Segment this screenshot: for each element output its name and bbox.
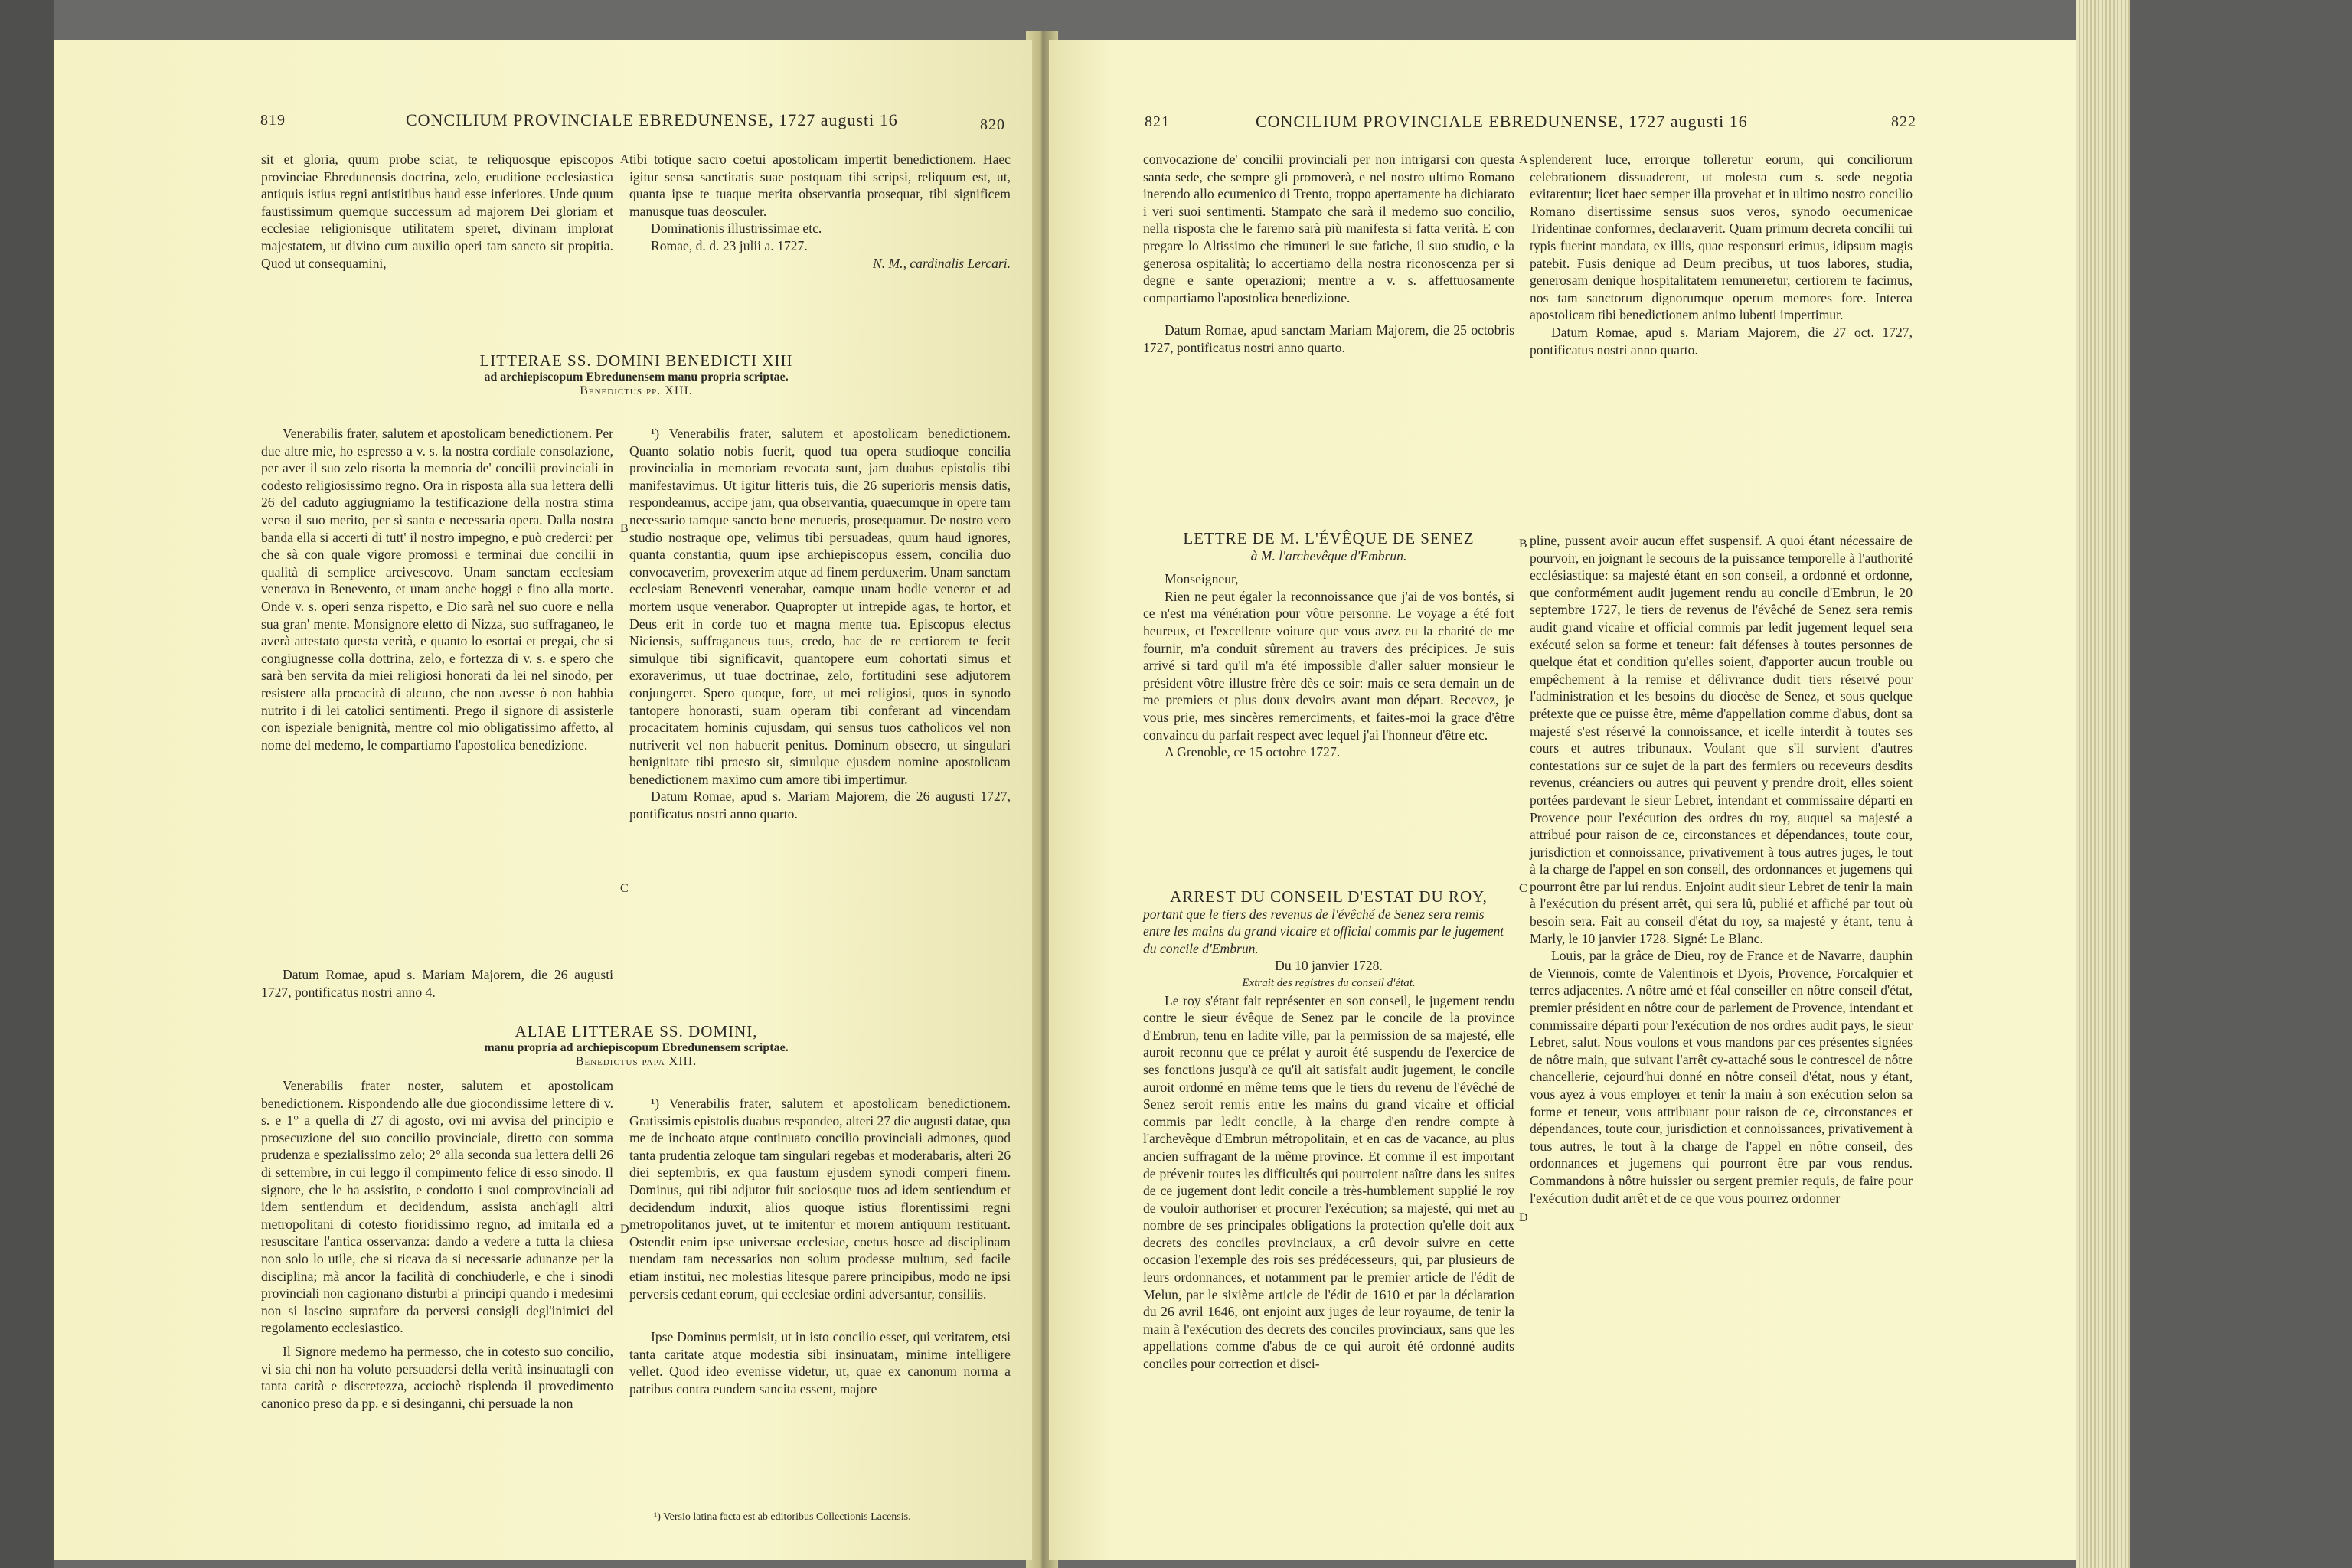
- section-subtitle: à M. l'archevêque d'Embrun.: [1250, 547, 1407, 564]
- date-line: A Grenoble, ce 15 octobre 1727.: [1165, 744, 1341, 760]
- salutation: Monseigneur,: [1165, 571, 1239, 587]
- col1-top-text: [1143, 151, 1514, 357]
- paragraph: Venerabilis frater noster, salutem et apostolicam benedictionem. Rispondendo alle due giocondissime lettere di v. s. e 1° a quella di 27 di agosto, ovi mi avvisa del principio e prosecuzione del suo concilio provinciale, diretto con somma prudenza e spezialissimo zelo; 2° alla seconda sua lettera delli 26 di settembre, in cui leggo il compimento felice di esso sinodo. Il signore, che le ha assistito, e condotto i suoi comprovinciali ad idem sentiendum et decidendum, assista anch'agli altri metropolitani di cotesto fioridissimo regno, ad imitarla ed a resuscitare l'antica osservanza: dando a vedere a tutta la chiesa non solo lo utile, che si ricava da si necessarie adunanze per la disciplina; mà ancor la facilità di conchiuderle, e che i sinodi provinciali non cagionano disturbi a' principi quando i medesimi non si lascino suprafare da perversi consigli degl'inimici del regolamento ecclesiastico.: [261, 1078, 613, 1336]
- arrest-continuation: [1530, 532, 1913, 1207]
- paragraph: ¹) Venerabilis frater, salutem et apostolicam benedictionem. Gratissimis epistolis duabus respondeo, alteri 27 die augusti datae, qua me de inchoato atque continuato concilio provinciali admones, quod tanta prudentia zeloque tam singulari regebas et moderabaris, alteri 26 diei septembris, ex qua faustum ejusdem synodi comperi finem. Dominus, qui tibi adjutor fuit sociosque tuos ad idem sentiendum et decidendum induxit, alios quoque istius florentissimi regni metropolitanos juvet, ut te imitentur et morem antiquum restituant. Ostendit enim ipse universae ecclesiae, coetus hosce ad disciplinam tuendam tam necessarios non solum prodesse multum, sed facile etiam institui, nec molestias litesque parere principibus, modo ne ipsi perversis cedant eorum, qui ecclesiae ordini adversantur, consiliis.: [629, 1096, 1011, 1302]
- section2-col1: [261, 1077, 613, 1412]
- margin-marker-c: C: [620, 882, 629, 895]
- date-line: Datum Romae, apud sanctam Mariam Majorem, die 25 octobris 1727, pontificatus nostri anno quarto.: [1143, 322, 1514, 355]
- footnote: ¹) Versio latina facta est ab editoribus Collectionis Lacensis.: [654, 1511, 911, 1523]
- paragraph: tibi totique sacro coetui apostolicam impertit benedictionem. Haec igitur sensa sanctitatis suae postquam tibi scripsi, reliquum est, ut, quanta ipse te tuaque merita observantia prosequar, tibi significem manusque tuas deosculer.: [629, 152, 1011, 219]
- page-number-819: 819: [260, 112, 286, 129]
- right-page: [1049, 40, 2076, 1560]
- signature: N. M., cardinalis Lercari.: [872, 255, 1011, 271]
- margin-marker-d: D: [1519, 1211, 1528, 1224]
- paragraph: Louis, par la grâce de Dieu, roy de France et de Navarre, dauphin de Viennois, comte de Valentinois et Dyois, Provence, Forcalquier et terres adjacentes. A nôtre amé et féal conseiller en nôtre conseil d'état, premier président en nôtre cour de parlement de Provence, intendant et commissaire départi pour l'exécution de nos ordres audit pays, le sieur Lebret, salut. Nous voulons et vous mandons par ces présentes signées de nôtre main, que suivant l'arrêt cy-attaché sous le contrescel de nôtre chancellerie, cejourd'hui donné en nôtre conseil d'état, nous y étant, vous ayez à vous employer et tenir la main à son exécution selon sa forme et teneur, vous attribuant pour raison de ce, circonstances et dépendances, toute cour, jurisdiction et connoissances, privativement à tous autres, le tout à la charge de l'appel en nôtre conseil, des ordonnances et jugemens qui pourront être par vous rendus. Commandons à nôtre huissier ou sergent premier requis, de faire pour l'exécution dudit arrêt et de ce que vous pourrez ordonner: [1530, 948, 1913, 1206]
- page-number-821: 821: [1145, 113, 1170, 130]
- section-subtitle: ad archiepiscopum Ebredunensem manu propria scriptae.: [484, 371, 789, 384]
- left-page: [54, 40, 1032, 1560]
- background-right: [2130, 0, 2352, 1568]
- section-subtitle: manu propria ad archiepiscopum Ebredunensem scriptae.: [484, 1041, 789, 1054]
- paragraph: convocazione de' concilii provinciali per non intrigarsi con questa santa sede, che sempre gli promoverà, e nel nostro ultimo Romano inerendo allo ecumenico di Trento, troppo apertamente ha dichiarato i veri suoi sentimenti. Stampato che sarà il medemo suo concilio, nella risposta che le faremo sarà più manifesta si fatta verità. E con pregare lo Altissimo che rimuneri le sue fatiche, il suo studio, e la generosa ospitalità; lo accertiamo della nostra riconoscenza per si degne e sante operazioni; mentre a v. s. affettuosamente compartiamo l'apostolica benedizione.: [1143, 152, 1514, 305]
- margin-marker-b: B: [1519, 537, 1527, 550]
- page-number-820: 820: [980, 116, 1005, 133]
- paragraph: Le roy s'étant fait représenter en son conseil, le jugement rendu contre le sieur évêque de Senez par le concile de la province d'Embrun, tenu en ladite ville, par la permission de sa majesté, elle auroit reconnu que ce prélat y auroit été suspendu de l'exercice de ses fonctions jusqu'à ce qu'il ait satisfait audit jugement, le concile auroit ordonné en même tems que le tiers du revenu de l'évêché de Senez seroit remis entre les mains du grand vicaire et official commis par ledit concile, à la charge d'en rendre compte à l'archevêque d'Embrun métropolitain, et en cas de vacance, au plus ancien suffragant de la même province. Et comme il est important de prévenir toutes les difficultés qui pourroient naître dans les suites de ce jugement dont ledit concile a très-humblement supplié le roy de vouloir authoriser et procurer l'exécution; sa majesté, qui met au nombre de ses principales obligations la protection qu'elle doit aux decrets des conciles provinciaux, a crû devoir suivre en cette occasion l'exemple des rois ses prédécesseurs, qui, par plusieurs de leurs ordonnances, et notamment par le premier article de l'édit de Melun, par le sixième article de l'édit de 1610 et par la déclaration du 26 avril 1646, ont enjoint aux juges de leur royaume, de tenir la main à l'exécution des decrets des conciles provinciaux, sans que les appellations comme d'abus de ce qui auroit été ordonné audits conciles pour correction et disci-: [1143, 992, 1514, 1372]
- paragraph: pline, pussent avoir aucun effet suspensif. A quoi étant nécessaire de pourvoir, en joignant le secours de la puissance temporelle à l'authorité ecclésiastique: sa majesté étant en son conseil, a ordonné et ordonne, que conformément audit jugement rendu au concile d'Embrun, le 20 septembre 1727, le tiers de revenus de l'évêché de Senez sera remis audit grand vicaire et official commis par ledit jugement lequel sera exécuté selon sa forme et teneur: fait défenses à toutes personnes de quelque état et condition qu'elles soient, d'apporter aucun trouble ou empêchement à la remise et délivrance dudit tiers réservé pour l'administration et les besoins du diocèse de Senez, et sous quelque prétexte que ce puisse être, même d'appellation comme d'abus, dont sa majesté s'est réservé la connoissance, et icelle interdit à toutes ses cours et autres tribunaux. Voulant que s'il survient d'autres contestations sur ce sujet de la part des fermiers ou receveurs desdits revenus, créanciers ou autres qui peuvent y prendre droit, elles soient portées pardevant le sieur Lebret, intendant et commissaire départi en Provence pour l'exécution des ordres du roy, auquel sa majesté a attribué pour raison de ce, circonstances et dépendances, toute cour, jurisdiction et connoissance, privativement à tous autres juges, le tout à la charge de l'appel en son conseil, des ordonnances et jugemens qui pourront être par lui rendus. Enjoint audit sieur Lebret de tenir la main à l'exécution du présent arrêt, qui sera lû, publié et affiché par tout où besoin sera. Fait au conseil d'état du roy, sa majesté y étant, tenu à Marly, le 10 janvier 1728. Signé: Le Blanc.: [1530, 533, 1913, 946]
- paragraph: Ipse Dominus permisit, ut in isto concilio esset, qui veritatem, etsi tanta caritate atque modestia sibi insinuatam, minime intelligere vellet. Quod ideo evenisse videtur, ut, quae ex canonum norma a patribus contra eundem sancita essent, majore: [629, 1329, 1011, 1396]
- margin-marker-a: A: [1519, 153, 1528, 166]
- section-title: LETTRE DE M. L'ÉVÊQUE DE SENEZ: [1183, 529, 1475, 547]
- section1-heading: [261, 351, 1011, 398]
- col2-top-text: [629, 151, 1011, 272]
- closing: Dominationis illustrissimae etc.: [651, 220, 822, 237]
- running-head: CONCILIUM PROVINCIALE EBREDUNENSE, 1727 augusti 16: [406, 110, 898, 129]
- section-author: Benedictus papa XIII.: [575, 1055, 697, 1068]
- background-left: [0, 0, 54, 1568]
- paragraph: Rien ne peut égaler la reconnoissance que j'ai de vos bontés, si ce n'est ma vénération pour vôtre personne. Le voyage a été fort heureux, et l'excellente voiture que vous avez eu la charité de me fournir, m'a conduit sûrement au travers des précipices. Je suis arrivé si tard qu'il m'a été impossible d'aller saluer monsieur le président vôtre illustre frère dès ce soir: mais ce sera demain un de me premiers et plus doux devoirs avant mon départ. Recevez, je vous prie, mes sincères remerciments, et faites-moi la grace d'être convaincu du parfait respect avec lequel j'ai l'honneur d'être etc.: [1143, 588, 1514, 743]
- date-line: Datum Romae, apud s. Mariam Majorem, die 26 augusti 1727, pontificatus nostri anno 4.: [261, 967, 613, 1000]
- paragraph: Venerabilis frater, salutem et apostolicam benedictionem. Per due altre mie, ho espresso a v. s. la nostra cordiale consolazione, per aver il suo zelo risorta la memoria de' concilii provinciali in codesto religiosissimo regno. Ora in risposta alla sua lettera delli 26 del caduto aggiugniamo la testificazione della nostra stima verso il suo merito, per sì santa e necessaria opera. Dalla nostra banda ella si accerti di tutt' il nostro impegno, e può crederci: per che sà con quale vigore promossi e terminai due concilii in qualità di semplice arcivescovo. Unam sanctam ecclesiam venerava in Benevento, et unam anche hoggi e fino alla morte. Onde v. s. operi senza rispetto, e Dio sarà nel suo cuore e nella sua gran' mente. Monsignore eletto di Nizza, suo suffraganeo, le averà attestato questa verità, e quanto lo esortai et pregai, che si congiugnesse colla dottrina, zelo, e fortezza di v. s. e spero che sarà ben servita da miei religiosi honorati da lei nel sinodo, per resistere alla procacità di alcuno, che non avesse ò non habbia nutrito i di lei catolici sentimenti. Prego il signore di assisterle con ispeziale benignità, mentre col mio obligatissimo affetto, al nome del medemo, le compartiamo l'apostolica benedizione.: [261, 426, 613, 753]
- paragraph: sit et gloria, quum probe sciat, te reliquosque episcopos provinciae Ebredunensis doctrina, zelo, eruditione ecclesiastica antiquis istius regni antistitibus haud esse inferiores. Unde quum faustissimum quemque successum ad majorem Dei gloriam et ecclesiae religionisque utilitatem speret, divinam implorat majestatem, ut divino cum auxilio operi tam sancto sit propitia. Quod ut consequamini,: [261, 152, 613, 271]
- section-title: ALIAE LITTERAE SS. DOMINI,: [514, 1022, 758, 1040]
- date-line: Datum Romae, apud s. Mariam Majorem, die 26 augusti 1727, pontificatus nostri anno quarto.: [629, 789, 1011, 822]
- section-author: Benedictus pp. XIII.: [580, 384, 693, 397]
- section1-col1: [261, 425, 613, 753]
- section2-heading: [261, 1022, 1011, 1069]
- section2-col2: [629, 1095, 1011, 1398]
- col2-top-text: [1530, 151, 1913, 358]
- paragraph: Il Signore medemo ha permesso, che in cotesto suo concilio, vi sia chi non ha voluto persuadersi della verità insinuatagli con tanta carità e discretezza, acciochè risplenda il provedimento canonico preso da pp. e si desinganni, chi persuade la non: [261, 1343, 613, 1411]
- date-line: Romae, d. d. 23 julii a. 1727.: [651, 237, 808, 253]
- arrest-conseil: [1143, 888, 1514, 1373]
- margin-marker-d: D: [620, 1223, 629, 1236]
- margin-marker-a: A: [620, 153, 629, 166]
- paragraph: splenderent luce, errorque tolleretur eorum, qui conciliorum celebrationem dissuaderent, ut molesta cum s. sede negotia evitarentur; licet haec semper illa provehat et in ultimo nostro concilio Romano disertissime sensus suos veros, synodo oecumenicae Tridentinae conformes, declaraverit. Quam primum decreta concilii tui typis fuerint mandata, ex illis, quae responsuri erimus, idipsum magis patebit. Fusis denique ad Deum precibus, ut tuos labores, studia, generosam denique hospitalitatem remuneretur, certiorem te facimus, nos tam sanctorum dignorumque operum memores fore. Interea apostolicam tibi benedictionem animo lubenti impertimur.: [1530, 152, 1913, 323]
- section1-col1-date: [261, 966, 613, 1001]
- paragraph: ¹) Venerabilis frater, salutem et apostolicam benedictionem. Quanto solatio nobis fuerit, quod tua opera studioque concilia provincialia in memoriam revocata sunt, jam duabus epistolis tibi manifestavimus. Ut igitur litteris tuis, die 26 superioris mensis datis, respondeamus, accipe jam, qua observantia, quaecumque in opere tam necessario tamque sancto bene merueris, prosequamur. De nostro vero studio nostraque ope, velimus tibi persuadeas, quum haud ignores, quanta constantia, quum ipse archiepiscopus essem, concilia duo convocaverim, provexerim atque ad finem perduxerim. Unam sanctam ecclesiam Beneventi venerabar, eamque unam hodie veneror et ad mortem usque venerabor. Quapropter ut intrepide agas, te hortor, et Deus erit in corde tuo et magna mente tua. Episcopus electus Niciensis, suffraganeus tuus, credo, hac de re certiorem te fecit simulque tibi significavit, quantopere eum cohortati simus et exoraverimus, ut tuae doctrinae, zelo, fortitudini sese adjutorem conjungeret. Spero quoque, fore, ut mei religiosi, quos in synodo tantopere honorasti, suam operam tibi conferant ad vincendam procacitatem hominis cujusdam, qui sensus tuos catholicos vel non nutriverit vel non habuerit penitus. Dominum obsecro, ut singulari benignitate tibi praesto sit, simulque ejusdem nomine apostolicam benedictionem maximo cum amore tibi impertimur.: [629, 426, 1011, 787]
- lettre-senez: [1143, 530, 1514, 761]
- extract-note: Extrait des registres du conseil d'état.: [1242, 976, 1416, 989]
- section-title: ARREST DU CONSEIL D'ESTAT DU ROY,: [1170, 887, 1488, 906]
- section-title: LITTERAE SS. DOMINI BENEDICTI XIII: [479, 351, 793, 370]
- section-subtitle: portant que le tiers des revenus de l'évêché de Senez sera remis entre les mains du grand vicaire et official commis par le jugement du concile d'Embrun.: [1143, 906, 1504, 956]
- running-head: CONCILIUM PROVINCIALE EBREDUNENSE, 1727 augusti 16: [1256, 112, 1748, 131]
- date-line: Du 10 janvier 1728.: [1275, 958, 1383, 974]
- page-edges: [2076, 0, 2130, 1568]
- margin-marker-b: B: [620, 522, 629, 535]
- col1-top-text: [261, 151, 613, 272]
- page-number-822: 822: [1891, 113, 1916, 130]
- margin-marker-c: C: [1519, 882, 1527, 895]
- section1-col2: [629, 425, 1011, 823]
- date-line: Datum Romae, apud s. Mariam Majorem, die 27 oct. 1727, pontificatus nostri anno quarto.: [1530, 324, 1913, 358]
